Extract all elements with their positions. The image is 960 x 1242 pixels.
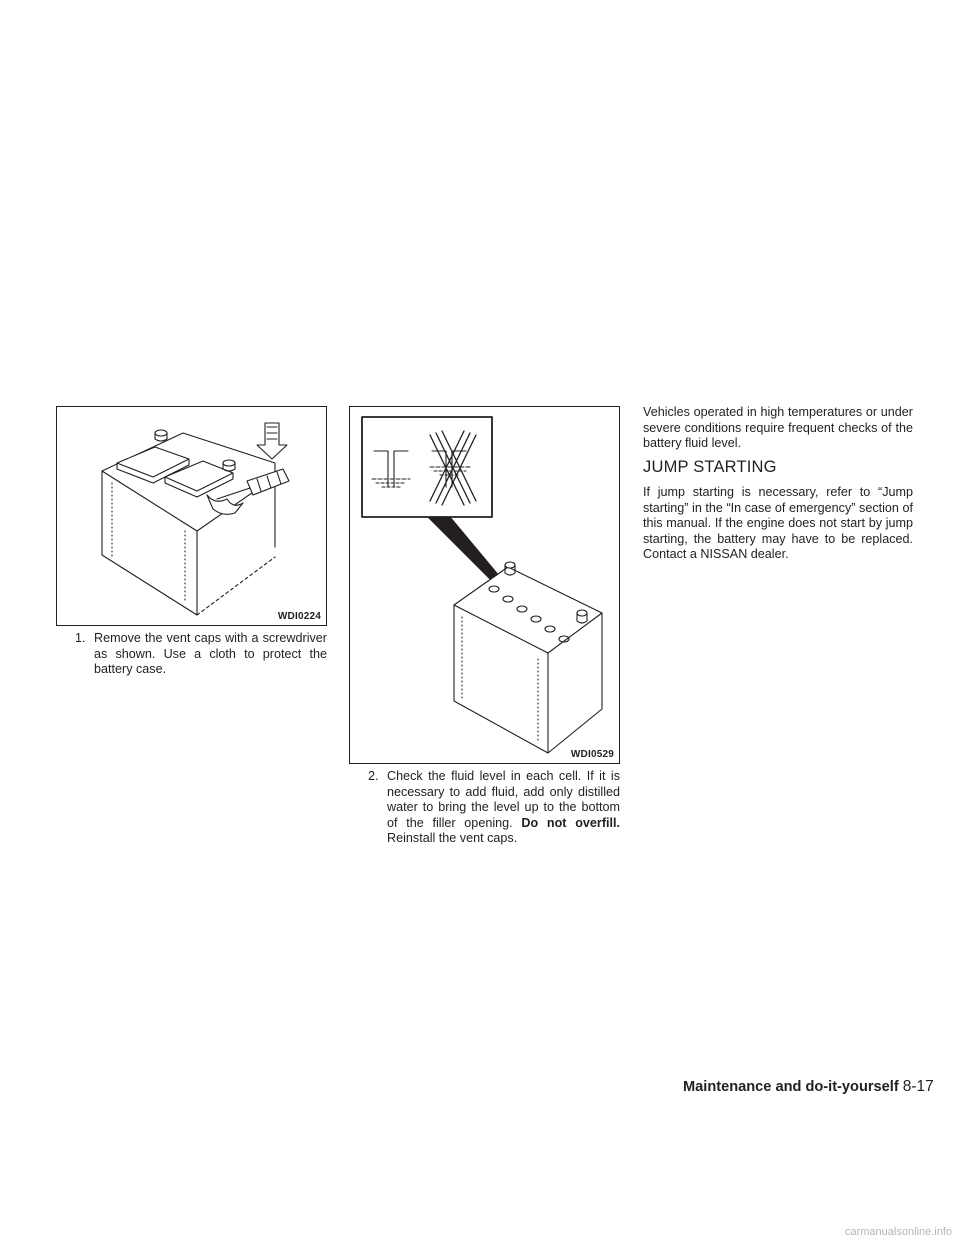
- step-number: 1.: [75, 631, 86, 645]
- step-text: Remove the vent caps with a screwdriver as shown. Use a cloth to protect the battery case.: [94, 631, 327, 677]
- step-text: Check the fluid level in each cell. If it is necessary to add fluid, add only distilled water to bring the level up to the bottom of the filler opening.: [387, 769, 620, 830]
- step-text-end: Reinstall the vent caps.: [387, 831, 518, 846]
- figure-vent-cap-removal: [56, 406, 327, 626]
- step-2: [368, 769, 621, 847]
- battery-vent-cap-removal-illustration: [57, 407, 328, 627]
- battery-fluid-level-illustration: [350, 407, 621, 765]
- step-number: 2.: [368, 769, 379, 783]
- fluid-check-paragraph: Vehicles operated in high temperatures or under severe conditions require frequent checks of the battery fluid level.: [643, 405, 913, 451]
- figure-code: WDI0529: [570, 749, 614, 760]
- watermark: carmanualsonline.info: [844, 1226, 952, 1238]
- jump-starting-paragraph: If jump starting is necessary, refer to “Jump starting” in the “In case of emergency” section of this manual. If the engine does not start by jump starting, the battery may have to be replaced. Contact a NISSAN dealer.: [643, 485, 913, 562]
- figure-fluid-level: [349, 406, 620, 764]
- step-emphasis: Do not overfill.: [521, 815, 621, 830]
- footer-section-title: Maintenance and do-it-yourself: [683, 1079, 899, 1095]
- step-1: [75, 631, 327, 678]
- page-number: 8-17: [902, 1078, 934, 1095]
- section-heading: JUMP STARTING: [643, 458, 777, 476]
- figure-code: WDI0224: [277, 611, 321, 622]
- page-footer: [683, 1078, 934, 1096]
